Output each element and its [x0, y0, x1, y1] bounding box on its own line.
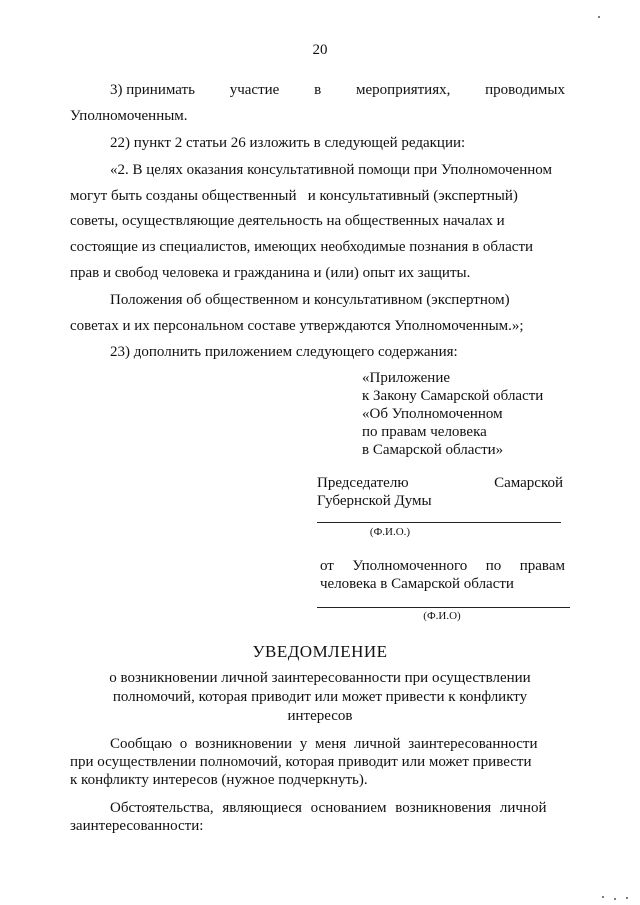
circ-line: Обстоятельства, являющиеся основанием возникновения личной	[110, 800, 547, 816]
word: в	[314, 82, 322, 98]
appendix-line: в Самарской области»	[362, 442, 504, 458]
item-3-line2: Уполномоченным.	[70, 108, 188, 124]
regs-line: Положения об общественном и консультативном (экспертном)	[110, 292, 510, 308]
notice-title: УВЕДОМЛЕНИЕ	[252, 642, 388, 661]
sender-word: от	[320, 558, 334, 574]
sender-word: по	[485, 558, 502, 574]
addressee-fio-caption: (Ф.И.О.)	[369, 526, 411, 538]
sender-word: Уполномоченного	[352, 558, 468, 574]
appendix-line: «Об Уполномоченном	[362, 406, 503, 422]
addressee-word: Председателю	[317, 475, 409, 491]
item-23: 23) дополнить приложением следующего содержания:	[110, 344, 458, 360]
report-line: при осуществлении полномочий, которая приводит или может привести	[70, 754, 532, 770]
addressee-signature-line	[317, 522, 561, 523]
word: проводимых	[485, 82, 565, 98]
quote-line: советы, осуществляющие деятельность на общественных началах и	[70, 213, 505, 229]
sender-line1	[320, 558, 565, 575]
notice-subtitle-line: полномочий, которая приводит или может привести к конфликту	[112, 689, 528, 705]
appendix-line: по правам человека	[362, 424, 487, 440]
scan-speck	[626, 897, 628, 899]
quote-line: состоящие из специалистов, имеющих необходимые познания в области	[70, 239, 534, 255]
sender-word: правам	[519, 558, 565, 574]
word: участие	[229, 82, 280, 98]
addressee-line1	[317, 475, 563, 492]
scan-speck	[602, 896, 604, 898]
sender-fio-caption: (Ф.И.О)	[423, 610, 461, 622]
scan-speck	[598, 16, 600, 18]
notice-subtitle-line: о возникновении личной заинтересованности при осуществлении	[109, 670, 531, 686]
quote-line: могут быть созданы общественный и консультативный (экспертный)	[70, 188, 518, 204]
scan-speck	[614, 898, 616, 900]
sender-line2: человека в Самарской области	[320, 576, 514, 592]
item-3-line1	[110, 82, 565, 99]
quote-line: прав и свобод человека и гражданина и (или) опыт их защиты.	[70, 265, 471, 281]
report-line: Сообщаю о возникновении у меня личной заинтересованности	[110, 736, 538, 752]
circ-line: заинтересованности:	[70, 818, 204, 834]
addressee-word: Самарской	[494, 475, 563, 491]
word: 3) принимать	[110, 82, 195, 98]
word: мероприятиях,	[356, 82, 451, 98]
item-22: 22) пункт 2 статьи 26 изложить в следующей редакции:	[110, 135, 466, 151]
sender-signature-line	[317, 607, 570, 608]
report-line: к конфликту интересов (нужное подчеркнуть).	[70, 772, 368, 788]
notice-subtitle-line: интересов	[287, 708, 353, 724]
addressee-line2: Губернской Думы	[317, 493, 432, 509]
appendix-line: к Закону Самарской области	[362, 388, 544, 404]
quote-line: «2. В целях оказания консультативной помощи при Уполномоченном	[110, 162, 552, 178]
appendix-line: «Приложение	[362, 370, 451, 386]
page-number: 20	[312, 42, 328, 58]
regs-line: советах и их персональном составе утверждаются Уполномоченным.»;	[70, 318, 524, 334]
